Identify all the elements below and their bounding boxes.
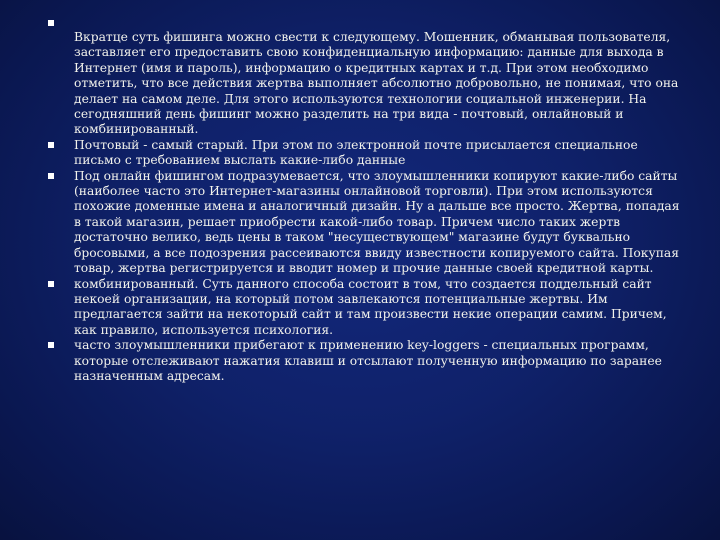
bullet-text: комбинированный. Суть данного способа состоит в том, что создается поддельный сайт некоей организации, на который потом завлекаются потенциальные жертвы. Им предлагается зайти на некоторый сайт и там произвести некие операции самим. Причем, как правило, используется психология.	[74, 276, 667, 337]
bullet-text: часто злоумышленники прибегают к применению key-loggers - специальных программ, которые отслеживают нажатия клавиш и отсылают полученную информацию по заранее назначенным адресам.	[74, 338, 662, 383]
bullet-text: Почтовый - самый старый. При этом по электронной почте присылается специальное письмо с требованием выслать какие-либо данные	[74, 137, 638, 168]
bullet-text: Вкратце суть фишинга можно свести к следующему. Мошенник, обманывая пользователя, заставляет его предоставить свою конфиденциальную информацию: данные для выхода в Интернет (имя и пароль), информацию о кредитных картах и т.д. При этом необходимо отметить, что все действия жертва выполняет абсолютно добровольно, не понимая, что она делает на самом деле. Для этого используются технологии социальной инженерии. На сегодняшний день фишинг можно разделить на три вида - почтовый, онлайновый и комбинированный.	[74, 30, 679, 137]
bullet-item	[48, 277, 684, 339]
bullet-text: Под онлайн фишингом подразумевается, что злоумышленники копируют какие-либо сайты (наиболее часто это Интернет-магазины онлайновой торговли). При этом используются похожие доменные имена и аналогичный дизайн. Ну а дальше все просто. Жертва, попадая в такой магазин, решает приобрести какой-либо товар. Причем число таких жертв достаточно велико, ведь цены в таком "несуществующем" магазине будут буквально бросовыми, а все подозрения рассеиваются ввиду известности копируемого сайта. Покупая товар, жертва регистрируется и вводит номер и прочие данные своей кредитной карты.	[74, 168, 680, 276]
bullet-item	[48, 169, 684, 277]
bullet-item	[48, 338, 684, 384]
bullet-list	[48, 14, 684, 384]
bullet-item	[48, 14, 684, 138]
square-bullet-icon	[48, 342, 54, 348]
square-bullet-icon	[48, 281, 54, 287]
bullet-item	[48, 138, 684, 169]
square-bullet-icon	[48, 20, 54, 26]
square-bullet-icon	[48, 142, 54, 148]
square-bullet-icon	[48, 173, 54, 179]
